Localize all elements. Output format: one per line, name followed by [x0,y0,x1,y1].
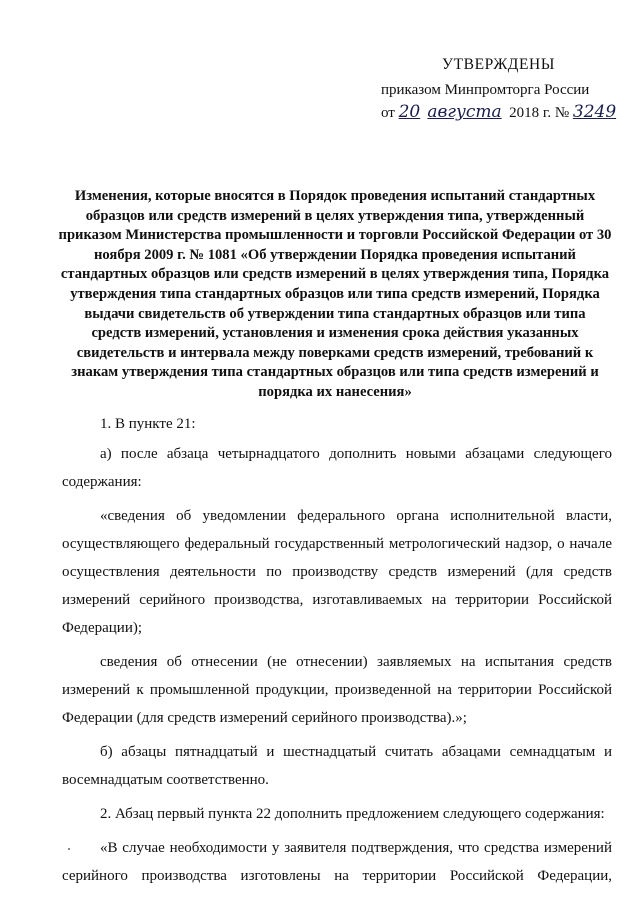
scan-speck [68,848,70,850]
paragraph-3: «сведения об уведомлении федерального органа исполнительной власти, осуществляющего федеральный государственный метрологический надзор, о начале осуществления деятельности по производству средств измерений (для средств измерений серийного производства, изготавливаемых на территории Российской Федерации); [62,508,612,636]
document-body [62,410,612,896]
approval-heading: УТВЕРЖДЕНЫ [442,56,555,73]
handwritten-month: августа [427,102,502,122]
paragraph-4: сведения об отнесении (не отнесении) заявляемых на испытания средств измерений к промышленной продукции, произведенной на территории Российской Федерации (для средств измерений серийного производства).»; [62,654,612,726]
document-title: Изменения, которые вносятся в Порядок проведения испытаний стандартных образцов или средств измерений в целях утверждения типа, утвержденный приказом Министерства промышленности и торговли Российской Федерации от 30 ноября 2009 г. № 1081 «Об утверждении Порядка проведения испытаний стандартных образцов или средств измерений в целях утверждения типа, Порядка утверждения типа стандартных образцов или типа средств измерений, Порядка выдачи свидетельств об утверждении типа стандартных образцов или типа средств измерений, установления и изменения срока действия указанных свидетельств и интервала между поверками средств измерений, требований к знакам утверждения типа стандартных образцов или типа средств измерений и порядка их нанесения» [58,188,612,400]
order-date-line [381,102,616,122]
order-reference: приказом Минпромторга России [381,82,590,98]
handwritten-day: 20 [398,102,421,122]
date-prefix: от [381,105,395,121]
date-year: 2018 г. № [509,105,570,121]
paragraph-1: 1. В пункте 21: [100,416,196,432]
paragraph-2: а) после абзаца четырнадцатого дополнить новыми абзацами следующего содержания: [62,446,612,490]
paragraph-6: 2. Абзац первый пункта 22 дополнить предложением следующего содержания: [100,806,605,822]
paragraph-7: «В случае необходимости у заявителя подтверждения, что средства измерений серийного производства изготовлены на территории Российской Федерации, [62,840,612,884]
handwritten-order-number: 3249 [572,102,617,122]
paragraph-5: б) абзацы пятнадцатый и шестнадцатый считать абзацами семнадцатым и восемнадцатым соответственно. [62,744,612,788]
